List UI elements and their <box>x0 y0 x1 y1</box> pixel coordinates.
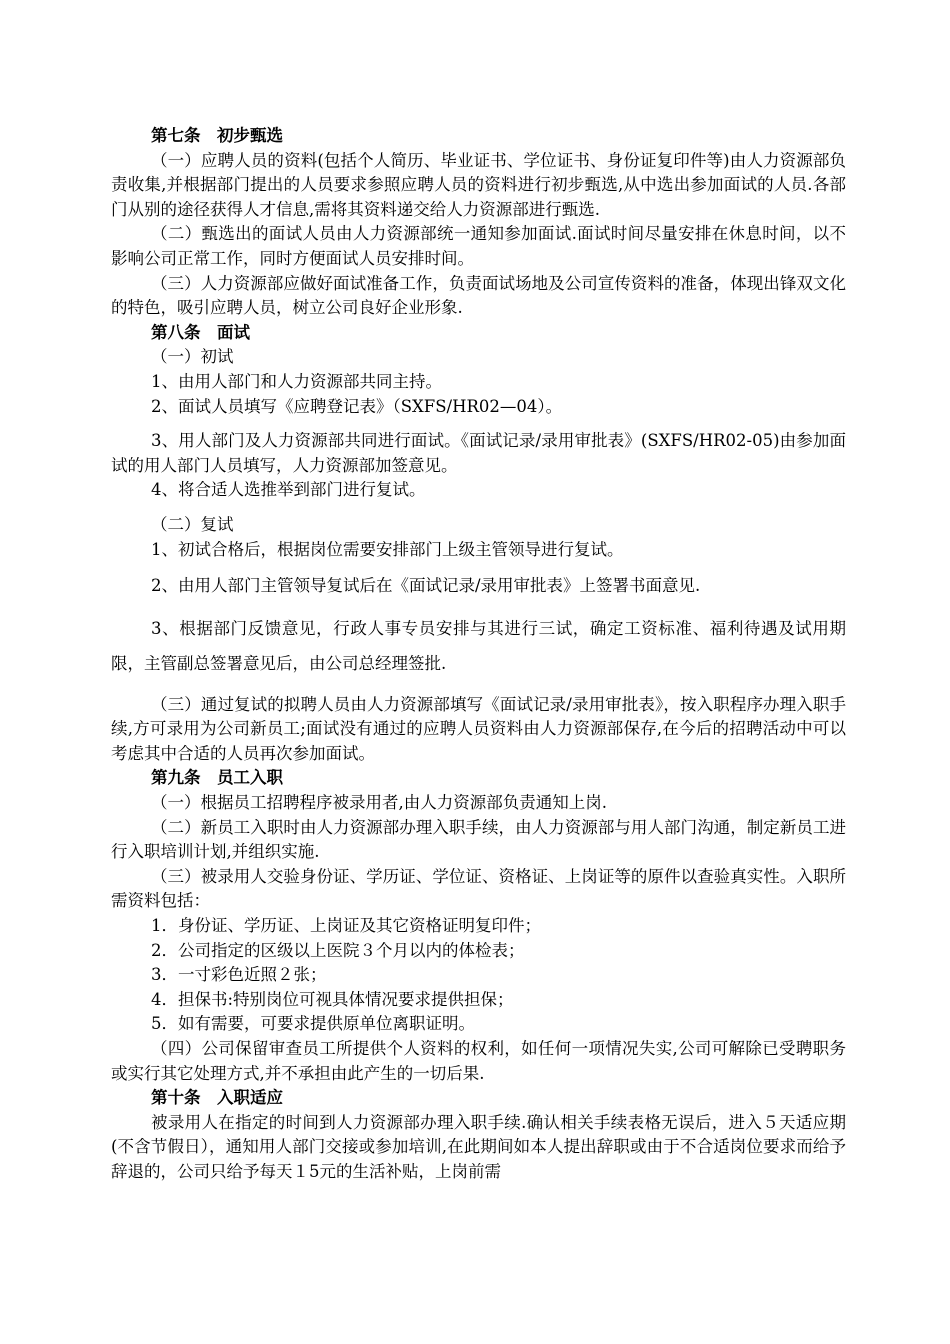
article-8-a-item-4: 4、将合适人选推举到部门进行复试。 <box>151 480 426 500</box>
article-8-heading: 第八条 面试 <box>151 322 250 342</box>
list-item: 5．如有需要，可要求提供原单位离职证明。 <box>151 1014 475 1034</box>
article-7-heading: 第七条 初步甄选 <box>151 126 283 145</box>
list-item: 4．担保书:特别岗位可视具体情况要求提供担保； <box>151 989 514 1009</box>
article-8-section-c: （三）通过复试的拟聘人员由人力资源部填写《面试记录/录用审批表》，按入职程序办理入职手续,方可录用为公司新员工;面试没有通过的应聘人员资料由人力资源部保存,在今后的招聘活动中可以考虑其中合适的人员再次参加面试。 <box>111 694 846 763</box>
article-8-section-a-heading: （一）初试 <box>151 347 234 367</box>
article-9-clause-4: （四）公司保留审查员工所提供个人资料的权利，如任何一项情况失实,公司可解除已受聘职务或实行其它处理方式,并不承担由此产生的一切后果. <box>111 1039 846 1083</box>
article-8-a-item-3: 3、用人部门及人力资源部共同进行面试。《面试记录/录用审批表》(SXFS/HR02-05)由参加面试的用人部门人员填写，人力资源部加签意见。 <box>111 431 846 475</box>
article-8-a-item-1: 1、由用人部门和人力资源部共同主持。 <box>151 371 442 391</box>
article-9-clause-1: （一）根据员工招聘程序被录用者,由人力资源部负责通知上岗. <box>151 793 607 813</box>
article-7-clause-1: （一）应聘人员的资料(包括个人简历、毕业证书、学位证书、身份证复印件等)由人力资源部负责收集,并根据部门提出的人员要求参照应聘人员的资料进行初步甄选,从中选出参加面试的人员.各部门从别的途径获得人才信息,需将其资料递交给人力资源部进行甄选. <box>111 150 846 219</box>
article-8-b-item-1: 1、初试合格后，根据岗位需要安排部门上级主管领导进行复试。 <box>151 539 624 559</box>
document-body <box>111 124 846 1185</box>
article-8-a-item-2: 2、面试人员填写《应聘登记表》（SXFS/HR02—04）。 <box>151 396 563 416</box>
article-9-heading: 第九条 员工入职 <box>151 768 283 788</box>
list-item: 3．一寸彩色近照２张； <box>151 965 327 985</box>
article-8-section-b-heading: （二）复试 <box>151 514 234 534</box>
list-item: 1．身份证、学历证、上岗证及其它资格证明复印件； <box>151 916 541 936</box>
article-8-b-item-3: 3、根据部门反馈意见，行政人事专员安排与其进行三试，确定工资标准、福利待遇及试用期限，主管副总签署意见后，由公司总经理签批. <box>111 618 846 673</box>
article-9-clause-2: （二）新员工入职时由人力资源部办理入职手续，由人力资源部与用人部门沟通，制定新员工进行入职培训计划,并组织实施. <box>111 817 846 862</box>
article-8-b-item-2: 2、由用人部门主管领导复试后在《面试记录/录用审批表》上签署书面意见. <box>151 576 701 596</box>
article-9-clause-3: （三）被录用人交验身份证、学历证、学位证、资格证、上岗证等的原件以查验真实性。入职所需资料包括： <box>111 866 846 911</box>
article-7-clause-2: （二）甄选出的面试人员由人力资源部统一通知参加面试.面试时间尽量安排在休息时间，以不影响公司正常工作，同时方便面试人员安排时间。 <box>111 224 846 268</box>
article-10-heading: 第十条 入职适应 <box>151 1088 283 1108</box>
list-item: 2．公司指定的区级以上医院３个月以内的体检表； <box>151 940 525 960</box>
article-10-clause-1: 被录用人在指定的时间到人力资源部办理入职手续.确认相关手续表格无误后，进入５天适应期(不含节假日），通知用人部门交接或参加培训,在此期间如本人提出辞职或由于不合适岗位要求而给予辞退的，公司只给予每天１5元的生活补贴，上岗前需 <box>111 1112 846 1181</box>
article-7-clause-3: （三）人力资源部应做好面试准备工作，负责面试场地及公司宣传资料的准备，体现出锋双文化的特色，吸引应聘人员，树立公司良好企业形象. <box>111 273 846 318</box>
